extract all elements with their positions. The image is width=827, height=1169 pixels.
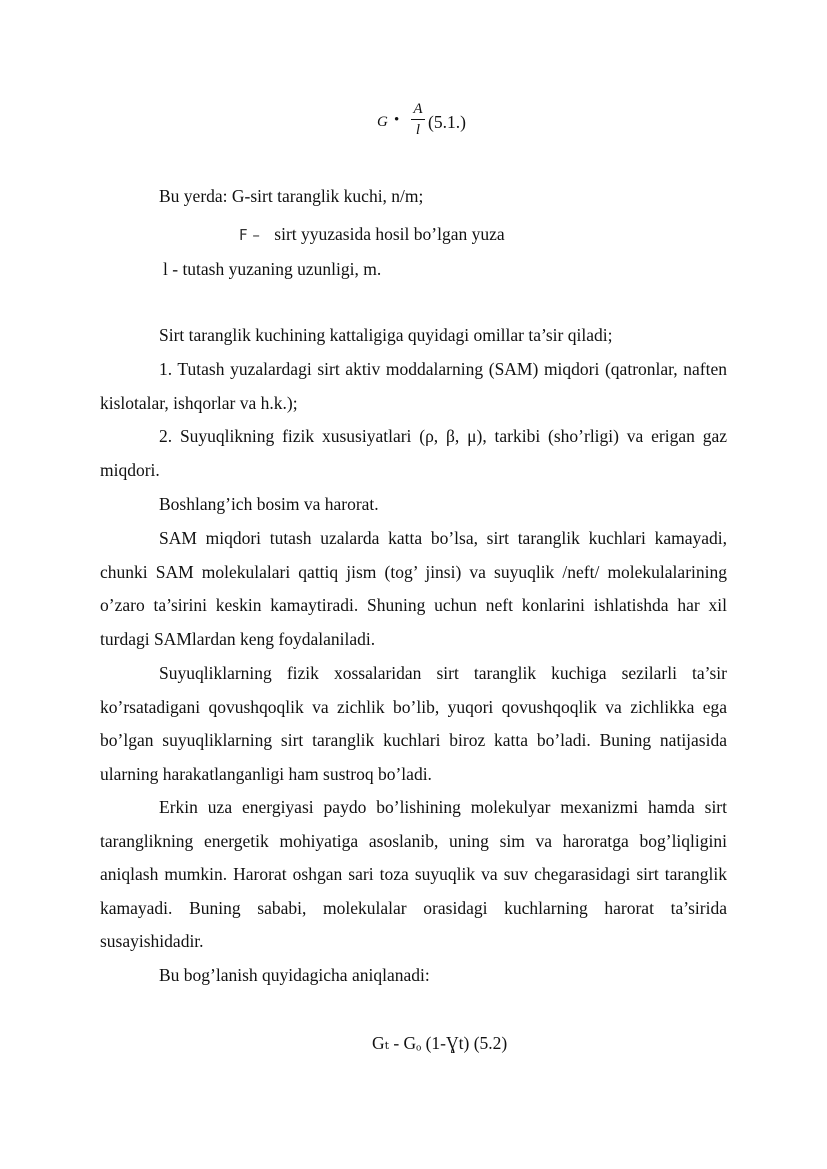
formula-5-2: Gₜ - Gₒ (1-Ɣt) (5.2): [372, 1033, 508, 1053]
paragraph-4: Boshlang’ich bosim va harorat.: [159, 494, 379, 514]
formula-lhs: G: [377, 114, 388, 130]
legend-line-1: Bu yerda: G-sirt taranglik kuchi, n/m;: [159, 186, 424, 206]
paragraph-8: Bu bog’lanish quyidagicha aniqlanadi:: [159, 965, 430, 985]
paragraph-3: 2. Suyuqlikning fizik xususiyatlari (ρ, β, μ), tarkibi (sho’rligi) va erigan gaz miqdori.: [100, 426, 727, 480]
fraction-numerator: A: [413, 101, 423, 117]
paragraph-1: Sirt taranglik kuchining kattaligiga quyidagi omillar ta’sir qiladi;: [159, 325, 613, 345]
paragraph-7: Erkin uza energiyasi paydo bo’lishining molekulyar mexanizmi hamda sirt taranglikning energetik mohiyatiga asoslanib, uning sim va haroratga bog’liqligini aniqlash mumkin. Harorat oshgan sari toza suyuqlik va suv chegarasidagi sirt taranglik kamayadi. Buning sababi, molekulalar orasidagi kuchlarning harorat ta’sirida susayishidadir.: [100, 797, 727, 952]
formula-number: (5.1.): [428, 112, 466, 132]
paragraph-6: Suyuqliklarning fizik xossalaridan sirt taranglik kuchiga sezilarli ta’sir ko’rsatadigani qovushqoqlik va zichlik bo’lib, yuqori qovushqoqlik va zichlikka ega bo’lgan suyuqliklarning sirt taranglik kuchlari biroz katta bo’ladi. Buning natijasida ularning harakatlanganligi ham sustroq bo’ladi.: [100, 663, 727, 784]
legend-symbol: F –: [239, 226, 260, 244]
legend-line-3: l - tutash yuzaning uzunligi, m.: [163, 259, 382, 279]
formula-fraction: [411, 100, 425, 139]
paragraph-5: SAM miqdori tutash uzalarda katta bo’lsa, sirt taranglik kuchlari kamayadi, chunki SAM molekulalari qattiq jism (tog’ jinsi) va suyuqlik /neft/ molekulalarining o’zaro ta’sirini keskin kamaytiradi. Shuning uchun neft konlarini ishlatishda har xil turdagi SAMlardan keng foydalaniladi.: [100, 528, 727, 649]
fraction-bar: [411, 119, 425, 120]
formula-operator: •: [394, 112, 400, 128]
fraction-denominator: l: [415, 122, 421, 138]
paragraph-2: 1. Tutash yuzalardagi sirt aktiv moddalarning (SAM) miqdori (qatronlar, naften kislotalar, ishqorlar va h.k.);: [100, 359, 727, 413]
legend-line-2: [239, 224, 505, 245]
legend-text: sirt yyuzasida hosil bo’lgan yuza: [274, 224, 505, 244]
